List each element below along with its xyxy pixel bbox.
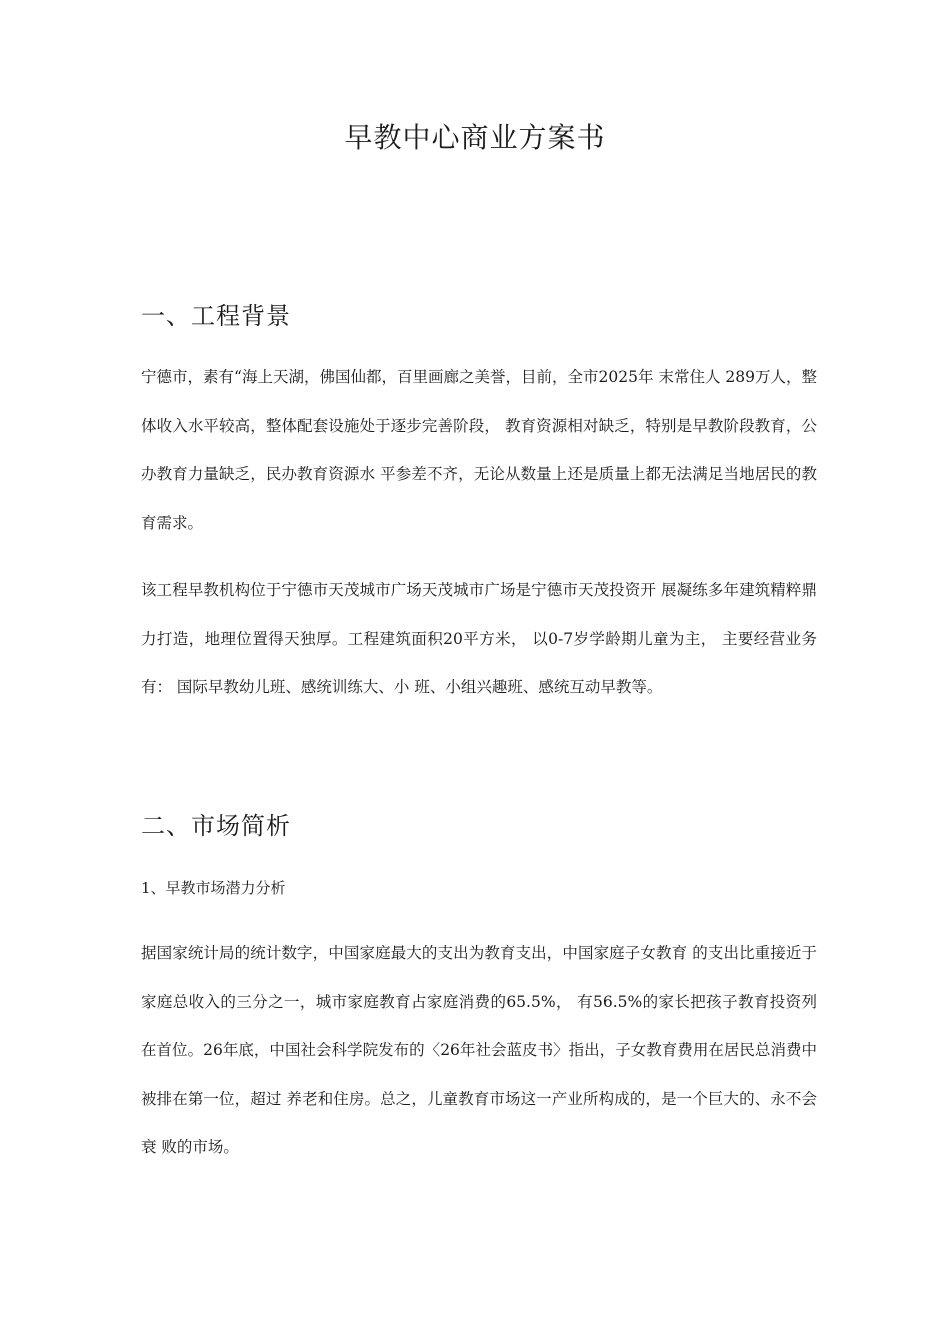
section-heading-market-analysis: 二、市场简析	[141, 812, 291, 840]
subheading-market-potential: 1、早教市场潜力分析	[141, 879, 286, 897]
section-heading-project-background: 一、工程背景	[141, 302, 291, 330]
paragraph-background-1: 宁德市，素有“海上天湖，佛国仙都，百里画廊之美誉，目前，全市2025年 末常住人 289万人，整体收入水平较高，整体配套设施处于逐步完善阶段， 教育资源相对缺乏，特别是早教阶段教育，公办教育力量缺乏，民办教育资源水 平参差不齐，无论从数量上还是质量上都无法满足当地居民的教育需求。	[141, 368, 817, 532]
paragraph-market-potential: 据国家统计局的统计数字，中国家庭最大的支出为教育支出，中国家庭子女教育 的支出比重接近于家庭总收入的三分之一，城市家庭教育占家庭消费的65.5%， 有56.5%的家长把孩子教育投资列在首位。26年底，中国社会科学院发布的〈26年社会蓝皮书〉指出，子女教育费用在居民总消费中被排在第一位，超过 养老和住房。总之，儿童教育市场这一产业所构成的，是一个巨大的、永不会衰 败的市场。	[141, 944, 817, 1156]
paragraph-background-2: 该工程早教机构位于宁德市天茂城市广场天茂城市广场是宁德市天茂投资开 展凝练多年建筑精粹鼎力打造，地理位置得天独厚。工程建筑面积20平方米， 以0-7岁学龄期儿童为主， 主要经营业务有： 国际早教幼儿班、感统训练大、小 班、小组兴趣班、感统互动早教等。	[141, 581, 817, 696]
document-title: 早教中心商业方案书	[344, 121, 606, 154]
